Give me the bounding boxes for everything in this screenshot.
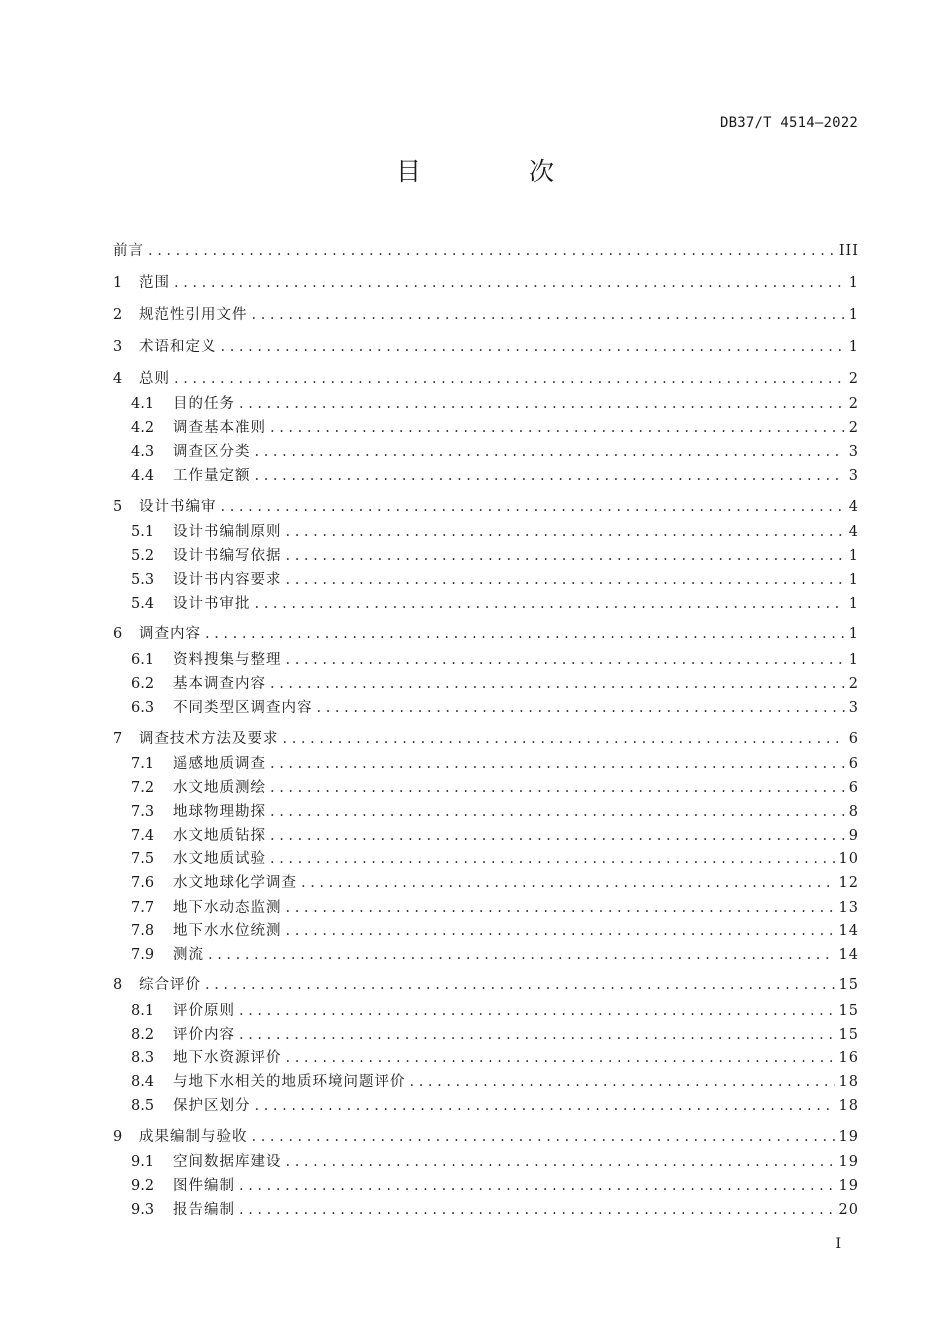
toc-entry-number: 7.8 [131, 923, 155, 939]
toc-entry-page: 1 [848, 596, 859, 612]
toc-entry-page: 2 [848, 676, 859, 692]
toc-entry[interactable] [113, 898, 859, 918]
toc-entry-label: 设计书内容要求 [173, 572, 282, 588]
toc-leader-dots [221, 497, 845, 517]
toc-entry-page: 8 [848, 804, 859, 820]
toc-entry-number: 4.2 [131, 420, 155, 436]
toc-entry-page: III [838, 243, 859, 259]
toc-entry-page: 1 [848, 275, 859, 291]
toc-leader-dots [239, 394, 845, 414]
toc-entry-page: 6 [848, 756, 859, 772]
toc-entry-label: 水文地质钻探 [173, 828, 266, 844]
toc-entry-number: 9.3 [131, 1202, 155, 1218]
toc-leader-dots [270, 826, 845, 846]
toc-entry-label: 与地下水相关的地质环境问题评价 [173, 1074, 406, 1090]
toc-leader-dots [205, 975, 835, 995]
toc-leader-dots [270, 849, 835, 869]
toc-entry[interactable] [113, 337, 859, 357]
toc-leader-dots [208, 945, 835, 965]
toc-entry-label: 地下水资源评价 [173, 1050, 282, 1066]
toc-leader-dots [286, 522, 845, 542]
toc-entry-number: 5.2 [131, 548, 155, 564]
toc-leader-dots [239, 1025, 835, 1045]
toc-entry-label: 总则 [139, 371, 170, 387]
toc-entry-page: 2 [848, 371, 859, 387]
toc-entry-page: 19 [838, 1154, 859, 1170]
toc-entry-number: 6.2 [131, 676, 155, 692]
toc-entry[interactable] [113, 802, 859, 822]
toc-entry-label: 不同类型区调查内容 [173, 700, 313, 716]
toc-leader-dots [239, 1200, 835, 1220]
toc-entry[interactable] [113, 1025, 859, 1045]
toc-entry[interactable] [113, 273, 859, 293]
toc-entry-number: 8 [113, 977, 123, 993]
toc-entry-number: 8.1 [131, 1003, 155, 1019]
toc-entry[interactable] [113, 570, 859, 590]
toc-entry-page: 13 [838, 900, 859, 916]
toc-leader-dots [301, 873, 835, 893]
toc-entry[interactable] [113, 975, 859, 995]
toc-entry[interactable] [113, 624, 859, 644]
toc-entry-number: 7.3 [131, 804, 155, 820]
toc-entry[interactable] [113, 674, 859, 694]
toc-entry[interactable] [113, 522, 859, 542]
toc-entry-number: 8.5 [131, 1098, 155, 1114]
standard-code: DB37/T 4514—2022 [719, 115, 858, 131]
toc-entry-label: 水文地球化学调查 [173, 875, 297, 891]
toc-entry-number: 4.4 [131, 468, 155, 484]
toc-entry-number: 1 [113, 275, 123, 291]
toc-entry[interactable] [113, 1152, 859, 1172]
toc-entry-number: 7.6 [131, 875, 155, 891]
toc-entry[interactable] [113, 1200, 859, 1220]
toc-entry-number: 7.5 [131, 851, 155, 867]
toc-leader-dots [410, 1072, 835, 1092]
toc-entry[interactable] [113, 778, 859, 798]
toc-entry-page: 15 [838, 977, 859, 993]
toc-leader-dots [286, 921, 835, 941]
toc-entry[interactable] [113, 1096, 859, 1116]
toc-entry[interactable] [113, 466, 859, 486]
toc-entry-number: 8.2 [131, 1027, 155, 1043]
toc-leader-dots [286, 898, 835, 918]
toc-entry-page: 1 [848, 652, 859, 668]
toc-entry-page: 19 [838, 1129, 859, 1145]
toc-entry-label: 规范性引用文件 [139, 307, 248, 323]
toc-entry-number: 4.3 [131, 444, 155, 460]
toc-entry-number: 7.4 [131, 828, 155, 844]
toc-entry-page: 2 [848, 396, 859, 412]
toc-entry-label: 范围 [139, 275, 170, 291]
toc-leader-dots [270, 754, 845, 774]
toc-entry-label: 遥感地质调查 [173, 756, 266, 772]
toc-leader-dots [286, 546, 845, 566]
toc-entry[interactable] [113, 241, 859, 261]
toc-entry-label: 目的任务 [173, 396, 235, 412]
toc-entry-label: 保护区划分 [173, 1098, 251, 1114]
toc-entry-number: 6 [113, 626, 123, 642]
toc-entry-page: 15 [838, 1027, 859, 1043]
toc-leader-dots [174, 273, 845, 293]
toc-entry-label: 工作量定额 [173, 468, 251, 484]
toc-leader-dots [239, 1001, 835, 1021]
toc-leader-dots [255, 1096, 835, 1116]
toc-leader-dots [148, 241, 835, 261]
page-title: 目 次 [396, 157, 604, 186]
toc-leader-dots [239, 1176, 835, 1196]
toc-entry-number: 2 [113, 307, 123, 323]
toc-entry-page: 18 [838, 1074, 859, 1090]
toc-leader-dots [286, 570, 845, 590]
toc-entry-label: 成果编制与验收 [139, 1129, 248, 1145]
toc-entry[interactable] [113, 418, 859, 438]
toc-entry-number: 4.1 [131, 396, 155, 412]
toc-entry-page: 1 [848, 626, 859, 642]
toc-entry-page: 3 [848, 444, 859, 460]
toc-entry-page: 4 [848, 524, 859, 540]
toc-entry-page: 3 [848, 700, 859, 716]
toc-entry-page: 1 [848, 572, 859, 588]
toc-entry-label: 调查基本准则 [173, 420, 266, 436]
toc-entry-label: 水文地质测绘 [173, 780, 266, 796]
toc-entry-page: 12 [838, 875, 859, 891]
toc-entry[interactable] [113, 729, 859, 749]
toc-entry-number: 5.3 [131, 572, 155, 588]
toc-entry[interactable] [113, 394, 859, 414]
toc-entry-page: 10 [838, 851, 859, 867]
toc-entry-label: 地下水水位统测 [173, 923, 282, 939]
toc-entry[interactable] [113, 369, 859, 389]
toc-entry-label: 前言 [113, 243, 144, 259]
toc-entry[interactable] [113, 849, 859, 869]
toc-entry[interactable] [113, 1048, 859, 1068]
toc-entry-page: 3 [848, 468, 859, 484]
toc-leader-dots [286, 1048, 835, 1068]
toc-leader-dots [270, 674, 845, 694]
page-number: I [835, 1236, 841, 1252]
toc-leader-dots [283, 729, 845, 749]
toc-entry-page: 6 [848, 780, 859, 796]
toc-entry[interactable] [113, 594, 859, 614]
toc-entry-label: 报告编制 [173, 1202, 235, 1218]
toc-leader-dots [317, 698, 845, 718]
toc-entry-label: 空间数据库建设 [173, 1154, 282, 1170]
toc-entry[interactable] [113, 1072, 859, 1092]
toc-entry-page: 1 [848, 339, 859, 355]
toc-entry-page: 1 [848, 307, 859, 323]
toc-entry-label: 术语和定义 [139, 339, 217, 355]
toc-entry-page: 16 [838, 1050, 859, 1066]
toc-entry[interactable] [113, 1176, 859, 1196]
toc-entry[interactable] [113, 650, 859, 670]
toc-entry-number: 8.4 [131, 1074, 155, 1090]
toc-entry[interactable] [113, 497, 859, 517]
toc-entry-page: 14 [838, 923, 859, 939]
toc-leader-dots [252, 1127, 835, 1147]
toc-entry-number: 7.7 [131, 900, 155, 916]
toc-entry-label: 地下水动态监测 [173, 900, 282, 916]
toc-entry-label: 设计书审批 [173, 596, 251, 612]
toc-entry-number: 9.2 [131, 1178, 155, 1194]
toc-entry-number: 7 [113, 731, 123, 747]
toc-entry-page: 15 [838, 1003, 859, 1019]
toc-entry-number: 9 [113, 1129, 123, 1145]
toc-entry-page: 2 [848, 420, 859, 436]
toc-entry-number: 8.3 [131, 1050, 155, 1066]
toc-entry[interactable] [113, 754, 859, 774]
toc-entry-label: 调查区分类 [173, 444, 251, 460]
toc-entry[interactable] [113, 826, 859, 846]
toc-entry-label: 设计书编制原则 [173, 524, 282, 540]
toc-leader-dots [286, 650, 845, 670]
toc-entry-page: 9 [848, 828, 859, 844]
toc-entry-number: 9.1 [131, 1154, 155, 1170]
toc-entry-page: 4 [848, 499, 859, 515]
toc-entry-label: 调查内容 [139, 626, 201, 642]
toc-entry-page: 18 [838, 1098, 859, 1114]
toc-entry[interactable] [113, 698, 859, 718]
toc-leader-dots [252, 305, 845, 325]
toc-leader-dots [270, 778, 845, 798]
toc-entry-number: 5.1 [131, 524, 155, 540]
toc-entry-number: 7.9 [131, 947, 155, 963]
toc-entry-label: 水文地质试验 [173, 851, 266, 867]
toc-entry-label: 测流 [173, 947, 204, 963]
toc-entry-number: 7.2 [131, 780, 155, 796]
toc-entry-number: 7.1 [131, 756, 155, 772]
toc-entry-label: 设计书编写依据 [173, 548, 282, 564]
toc-leader-dots [270, 418, 845, 438]
toc-entry-number: 5 [113, 499, 123, 515]
toc-entry-label: 基本调查内容 [173, 676, 266, 692]
toc-entry-number: 6.1 [131, 652, 155, 668]
toc-leader-dots [270, 802, 845, 822]
toc-leader-dots [255, 466, 845, 486]
toc-entry-label: 评价内容 [173, 1027, 235, 1043]
toc-leader-dots [205, 624, 845, 644]
toc-entry[interactable] [113, 442, 859, 462]
toc-entry[interactable] [113, 1001, 859, 1021]
toc-entry-page: 19 [838, 1178, 859, 1194]
toc-entry[interactable] [113, 305, 859, 325]
toc-entry-label: 综合评价 [139, 977, 201, 993]
toc-leader-dots [286, 1152, 835, 1172]
toc-entry[interactable] [113, 1127, 859, 1147]
toc-entry-page: 6 [848, 731, 859, 747]
toc-entry-label: 地球物理勘探 [173, 804, 266, 820]
toc-entry-page: 20 [838, 1202, 859, 1218]
toc-entry-number: 5.4 [131, 596, 155, 612]
toc-entry-label: 设计书编审 [139, 499, 217, 515]
toc-entry-number: 3 [113, 339, 123, 355]
toc-leader-dots [255, 442, 845, 462]
toc-entry-page: 14 [838, 947, 859, 963]
toc-leader-dots [221, 337, 845, 357]
toc-entry[interactable] [113, 921, 859, 941]
toc-entry[interactable] [113, 945, 859, 965]
toc-entry[interactable] [113, 873, 859, 893]
toc-leader-dots [255, 594, 845, 614]
toc-entry-number: 4 [113, 371, 123, 387]
toc-entry-page: 1 [848, 548, 859, 564]
toc-leader-dots [174, 369, 845, 389]
toc-entry-label: 调查技术方法及要求 [139, 731, 279, 747]
toc-entry-label: 评价原则 [173, 1003, 235, 1019]
toc-entry-number: 6.3 [131, 700, 155, 716]
toc-entry-label: 图件编制 [173, 1178, 235, 1194]
toc-entry-label: 资料搜集与整理 [173, 652, 282, 668]
toc-entry[interactable] [113, 546, 859, 566]
